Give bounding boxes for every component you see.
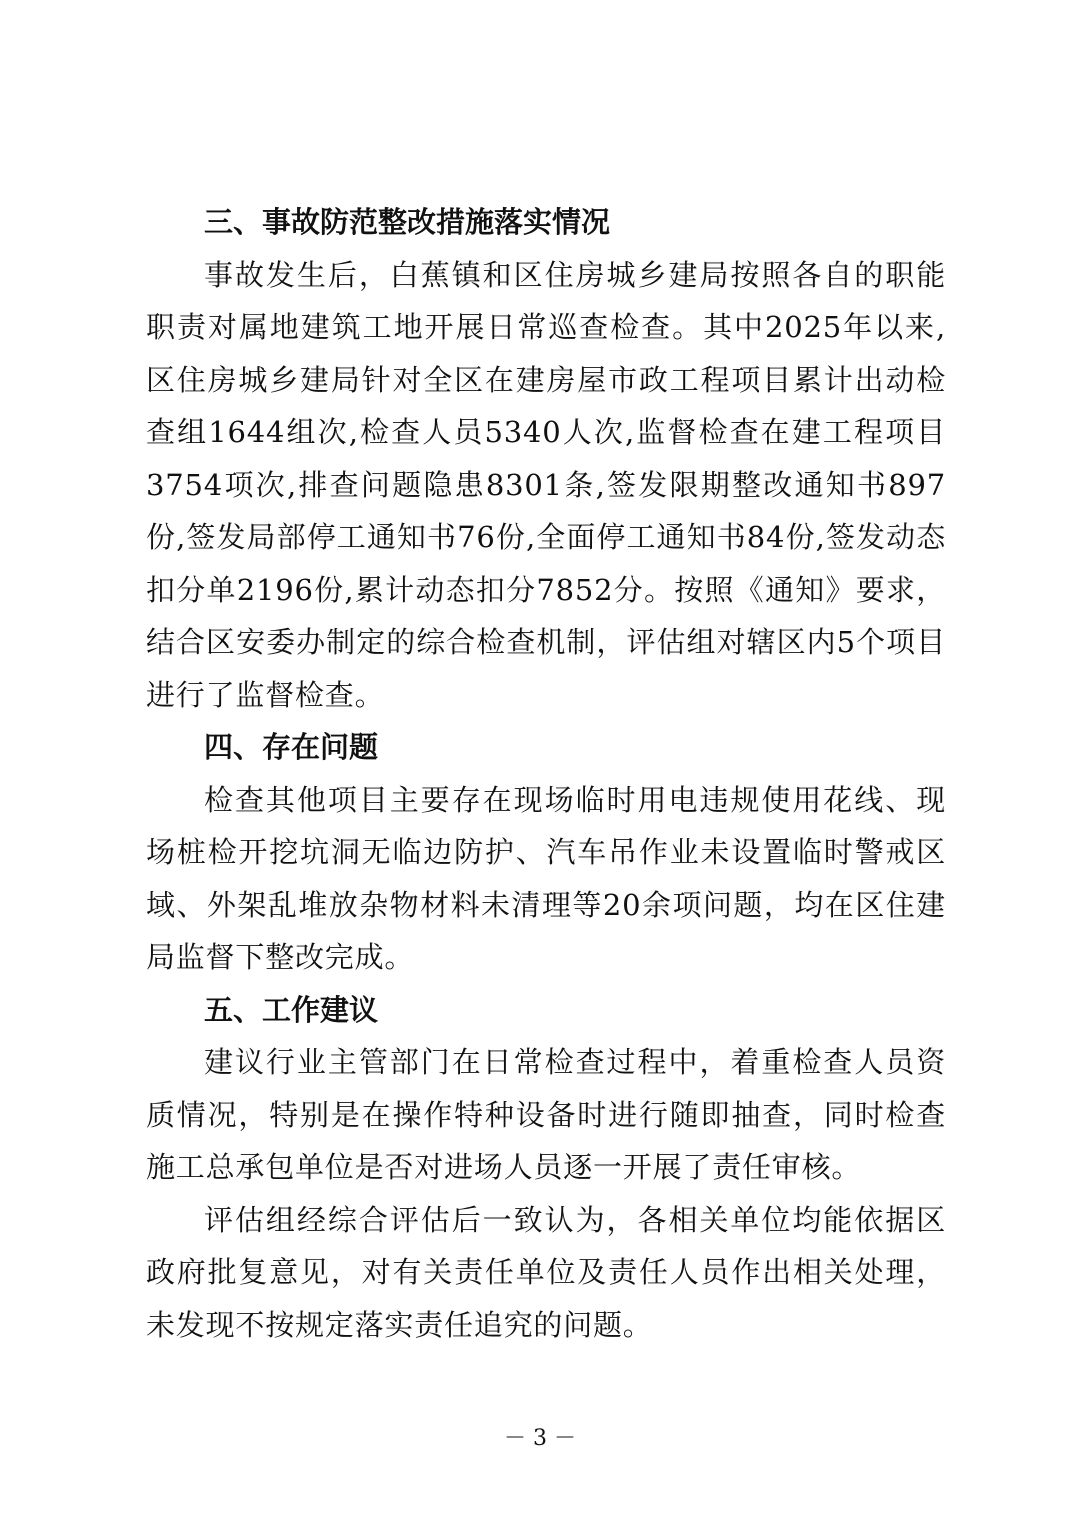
section-heading-3: 三、事故防范整改措施落实情况 — [204, 205, 611, 239]
section-3-paragraph-1: 事故发生后，白蕉镇和区住房城乡建局按照各自的职能职责对属地建筑工地开展日常巡查检查。其中2025年以来,区住房城乡建局针对全区在建房屋市政工程项目累计出动检查组1644组次,检查人员5340人次,监督检查在建工程项目3754项次,排查问题隐患8301条,签发限期整改通知书897份,签发局部停工通知书76份,全面停工通知书84份,签发动态扣分单2196份,累计动态扣分7852分。按照《通知》要求，结合区安委办制定的综合检查机制，评估组对辖区内5个项目进行了监督检查。 — [146, 257, 946, 712]
section-4-paragraph-1: 检查其他项目主要存在现场临时用电违规使用花线、现场桩检开挖坑洞无临边防护、汽车吊作业未设置临时警戒区域、外架乱堆放杂物材料未清理等20余项问题，均在区住建局监督下整改完成。 — [146, 782, 946, 974]
document-body — [146, 196, 946, 1351]
section-5-paragraph-2: 评估组经综合评估后一致认为，各相关单位均能依据区政府批复意见，对有关责任单位及责任人员作出相关处理，未发现不按规定落实责任追究的问题。 — [146, 1202, 946, 1342]
section-heading-5: 五、工作建议 — [204, 992, 379, 1027]
section-5-paragraph-1: 建议行业主管部门在日常检查过程中，着重检查人员资质情况，特别是在操作特种设备时进行随即抽查，同时检查施工总承包单位是否对进场人员逐一开展了责任审核。 — [146, 1045, 946, 1184]
section-heading-4: 四、存在问题 — [204, 730, 379, 764]
page-number: － 3 － — [504, 1426, 576, 1451]
